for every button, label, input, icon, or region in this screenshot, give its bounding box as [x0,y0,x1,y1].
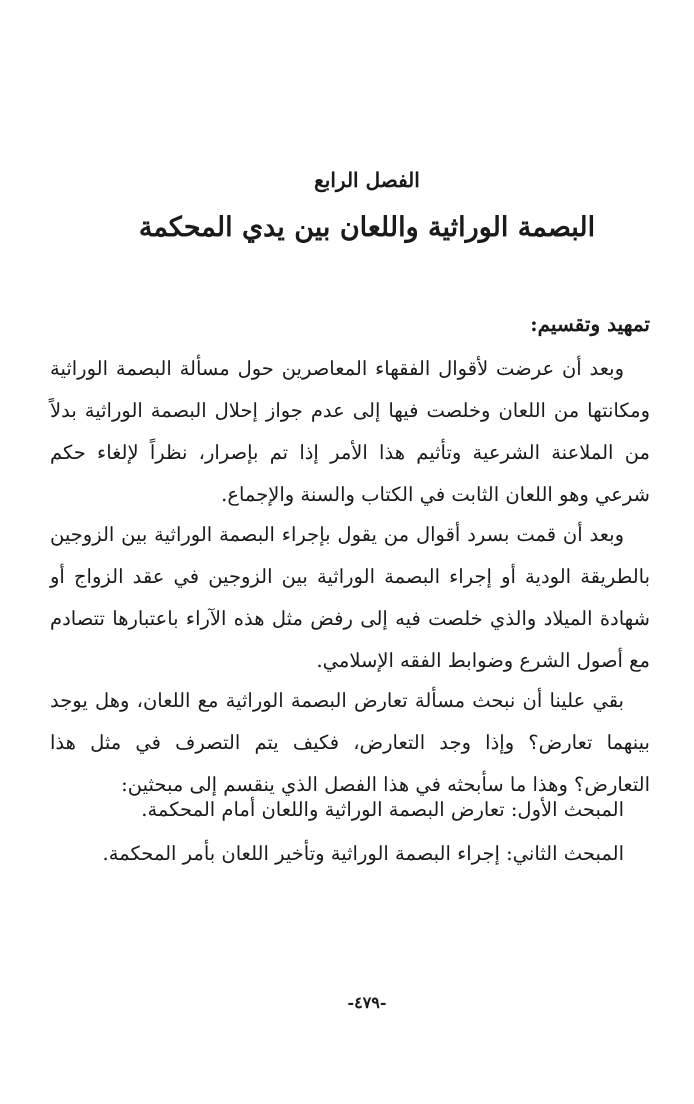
paragraph-2-block [50,514,650,682]
page-number: -٤٧٩- [347,993,387,1012]
section-item-1: المبحث الأول: تعارض البصمة الوراثية واللعان أمام المحكمة. [141,798,624,821]
section-item-2: المبحث الثاني: إجراء البصمة الوراثية وتأخير اللعان بأمر المحكمة. [102,842,624,865]
intro-heading: تمهيد وتقسيم: [530,312,650,336]
paragraph: وبعد أن قمت بسرد أقوال من يقول بإجراء البصمة الوراثية بين الزوجين بالطريقة الودية أو إجراء البصمة الوراثية بين الزوجين في عقد الزواج أو شهادة الميلاد والذي خلصت فيه إلى رفض مثل هذه الآراء باعتبارها تتصادم مع أصول الشرع وضوابط الفقه الإسلامي. [50,523,650,672]
paragraph: بقي علينا أن نبحث مسألة تعارض البصمة الوراثية مع اللعان، وهل يوجد بينهما تعارض؟ وإذا وجد التعارض، فكيف يتم التصرف في مثل هذا التعارض؟ وهذا ما سأبحثه في هذا الفصل الذي ينقسم إلى مبحثين: [50,689,650,796]
paragraph: وبعد أن عرضت لأقوال الفقهاء المعاصرين حول مسألة البصمة الوراثية ومكانتها من اللعان وخلصت فيها إلى عدم جواز إحلال البصمة الوراثية بدلاً من الملاعنة الشرعية وتأثيم هذا الأمر إذا تم بإصرار، نظراً لإلغاء حكم شرعي وهو اللعان الثابت في الكتاب والسنة والإجماع. [50,357,650,506]
paragraph-3-block [50,680,650,806]
chapter-title: البصمة الوراثية واللعان بين يدي المحكمة [138,212,596,243]
paragraph-1-block [50,348,650,516]
chapter-label: الفصل الرابع [314,168,420,192]
